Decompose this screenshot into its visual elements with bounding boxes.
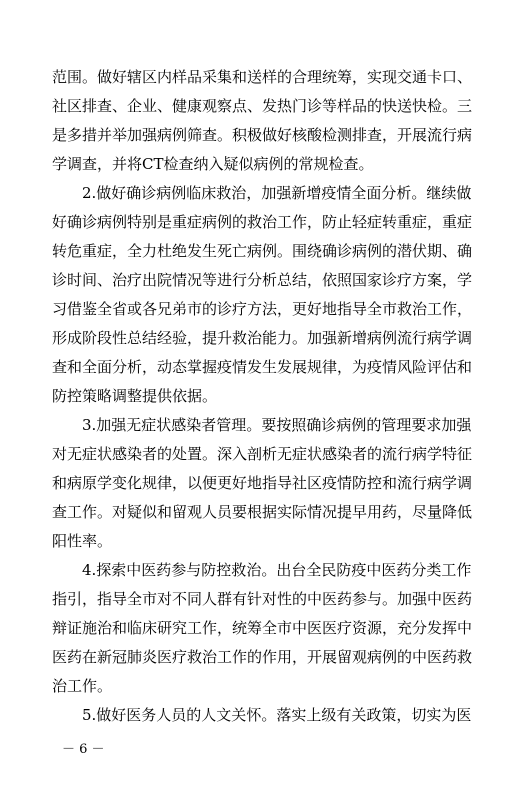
paragraph-heading-3: 3.加强无症状感染者管理。要按照确诊病例的管理要求加强 <box>82 416 472 434</box>
text-line: 阳性率。 <box>52 532 113 550</box>
text-line: 防控策略调整提供依据。 <box>52 387 218 405</box>
paragraph-heading-4: 4.探索中医药参与防控救治。出台全民防疫中医药分类工作 <box>82 561 472 579</box>
text-line: 学调查，并将CT检查纳入疑似病例的常规检查。 <box>52 155 374 173</box>
text-line: 查和全面分析，动态掌握疫情发生发展规律，为疫情风险评估和 <box>52 358 473 376</box>
text-line: 诊时间、治疗出院情况等进行分析总结，依照国家诊疗方案，学 <box>52 271 473 289</box>
paragraph-heading-2: 2.做好确诊病例临床救治，加强新增疫情全面分析。继续做 <box>82 184 472 202</box>
text-line: 治工作。 <box>52 677 113 695</box>
text-line: 对无症状感染者的处置。深入剖析无症状感染者的流行病学特征 <box>52 445 473 463</box>
text-line: 和病原学变化规律，以便更好地指导社区疫情防控和流行病学调 <box>52 474 473 492</box>
text-line: 辩证施治和临床研究工作，统筹全市中医医疗资源，充分发挥中 <box>52 619 473 637</box>
page-number: － 6 － <box>62 742 105 757</box>
text-line: 是多措并举加强病例筛查。积极做好核酸检测排查，开展流行病 <box>52 126 473 144</box>
text-line: 转危重症，全力杜绝发生死亡病例。围绕确诊病例的潜伏期、确 <box>52 242 473 260</box>
text-line: 习借鉴全省或各兄弟市的诊疗方法，更好地指导全市救治工作， <box>52 300 473 318</box>
paragraph-heading-5: 5.做好医务人员的人文关怀。落实上级有关政策，切实为医 <box>82 706 472 724</box>
text-line: 形成阶段性总结经验，提升救治能力。加强新增病例流行病学调 <box>52 329 473 347</box>
text-line: 医药在新冠肺炎医疗救治工作的作用，开展留观病例的中医药救 <box>52 648 473 666</box>
text-line: 指引，指导全市对不同人群有针对性的中医药参与。加强中医药 <box>52 590 473 608</box>
text-line: 社区排查、企业、健康观察点、发热门诊等样品的快送快检。三 <box>52 97 473 115</box>
text-line: 好确诊病例特别是重症病例的救治工作，防止轻症转重症，重症 <box>52 213 473 231</box>
text-line: 查工作。对疑似和留观人员要根据实际情况提早用药，尽量降低 <box>52 503 473 521</box>
text-line: 范围。做好辖区内样品采集和送样的合理统筹，实现交通卡口、 <box>52 68 473 86</box>
